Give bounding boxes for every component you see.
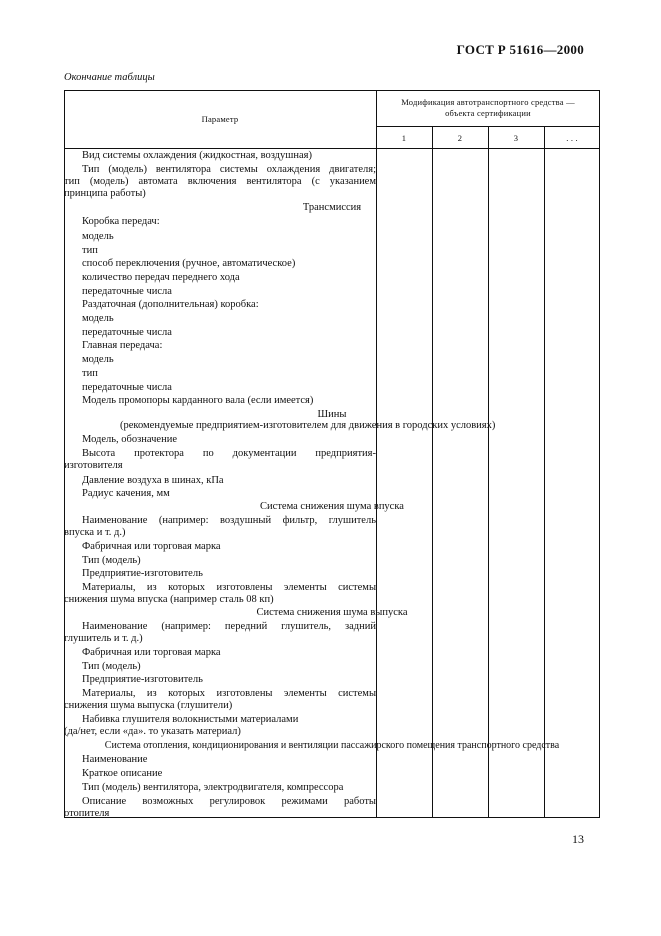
param-row: Предприятие-изготовитель <box>82 674 203 685</box>
section-heading: Система снижения шума выпуска <box>256 607 408 618</box>
param-row: снижения шума выпуска (глушители) <box>64 700 233 711</box>
section-heading: Шины <box>317 409 347 420</box>
page-number: 13 <box>572 832 584 846</box>
param-row: Наименование (например: воздушный фильтр, глушитель <box>82 515 376 526</box>
param-row: модель <box>82 313 114 324</box>
param-row: модель <box>82 231 114 242</box>
param-row: тип (модель) автомата включения вентилятора (с указанием <box>64 176 376 187</box>
param-row: передаточные числа <box>82 327 172 338</box>
column-divider <box>376 90 377 818</box>
section-subheading: (рекомендуемые предприятием-изготовителем для движения в городских условиях) <box>120 420 496 431</box>
section-heading: Трансмиссия <box>302 202 362 213</box>
param-row: Радиус качения, мм <box>82 488 170 499</box>
param-row: Набивка глушителя волокнистыми материалами <box>82 714 299 725</box>
parameter-header: Параметр <box>201 114 239 124</box>
column-divider <box>432 126 433 818</box>
param-row: (да/нет, если «да». то указать материал) <box>64 726 241 737</box>
param-row: тип <box>82 245 98 256</box>
param-row: модель <box>82 354 114 365</box>
param-row: Фабричная или торговая марка <box>82 647 221 658</box>
param-row: Раздаточная (дополнительная) коробка: <box>82 299 259 310</box>
header-bottom-line <box>64 148 600 149</box>
param-row: Тип (модель) <box>82 661 141 672</box>
param-row: Краткое описание <box>82 768 163 779</box>
parameters-table <box>64 90 600 818</box>
param-row: передаточные числа <box>82 382 172 393</box>
param-row: Тип (модель) <box>82 555 141 566</box>
param-row: Наименование (например: передний глушитель, задний <box>82 621 376 632</box>
param-row: Описание возможных регулировок режимами работы <box>82 796 376 807</box>
standard-number: ГОСТ Р 51616—2000 <box>456 42 584 57</box>
column-divider <box>488 126 489 818</box>
param-row: Предприятие-изготовитель <box>82 568 203 579</box>
param-row: изготовителя <box>64 460 123 471</box>
param-row: тип <box>82 368 98 379</box>
column-header-3: 3 <box>513 133 519 143</box>
header-divider <box>376 126 600 127</box>
column-header-2: 2 <box>457 133 463 143</box>
modification-header-line2: объекта сертификации <box>445 108 531 118</box>
param-row: впуска и т. д.) <box>64 527 126 538</box>
param-row: Главная передача: <box>82 340 163 351</box>
param-row: отопителя <box>64 808 110 819</box>
param-row: Материалы, из которых изготовлены элементы системы <box>82 688 376 699</box>
column-header-more: . . . <box>566 133 578 143</box>
column-header-1: 1 <box>401 133 407 143</box>
param-row: Вид системы охлаждения (жидкостная, воздушная) <box>82 150 312 161</box>
param-row: снижения шума впуска (например сталь 08 кп) <box>64 594 274 605</box>
param-row: Модель промопоры карданного вала (если имеется) <box>82 395 314 406</box>
param-row: Наименование <box>82 754 148 765</box>
param-row: способ переключения (ручное, автоматическое) <box>82 258 296 269</box>
column-divider <box>544 126 545 818</box>
section-heading: Система отопления, кондиционирования и вентиляции пассажирского помещения транспортного средства <box>104 740 560 751</box>
param-row: Высота протектора по документации предприятия- <box>82 448 376 459</box>
param-row: Фабричная или торговая марка <box>82 541 221 552</box>
param-row: глушитель и т. д.) <box>64 633 143 644</box>
param-row: Тип (модель) вентилятора, электродвигателя, компрессора <box>82 782 344 793</box>
table-continuation-label: Окончание таблицы <box>64 72 155 83</box>
param-row: Тип (модель) вентилятора системы охлаждения двигателя; <box>82 164 376 175</box>
param-row: передаточные числа <box>82 286 172 297</box>
param-row: Материалы, из которых изготовлены элементы системы <box>82 582 376 593</box>
param-row: принципа работы) <box>64 188 146 199</box>
param-row: Давление воздуха в шинах, кПа <box>82 475 224 486</box>
section-heading: Система снижения шума впуска <box>260 501 404 512</box>
param-row: количество передач переднего хода <box>82 272 240 283</box>
param-row: Коробка передач: <box>82 216 160 227</box>
modification-header-line1: Модификация автотранспортного средства — <box>401 97 575 107</box>
param-row: Модель, обозначение <box>82 434 177 445</box>
